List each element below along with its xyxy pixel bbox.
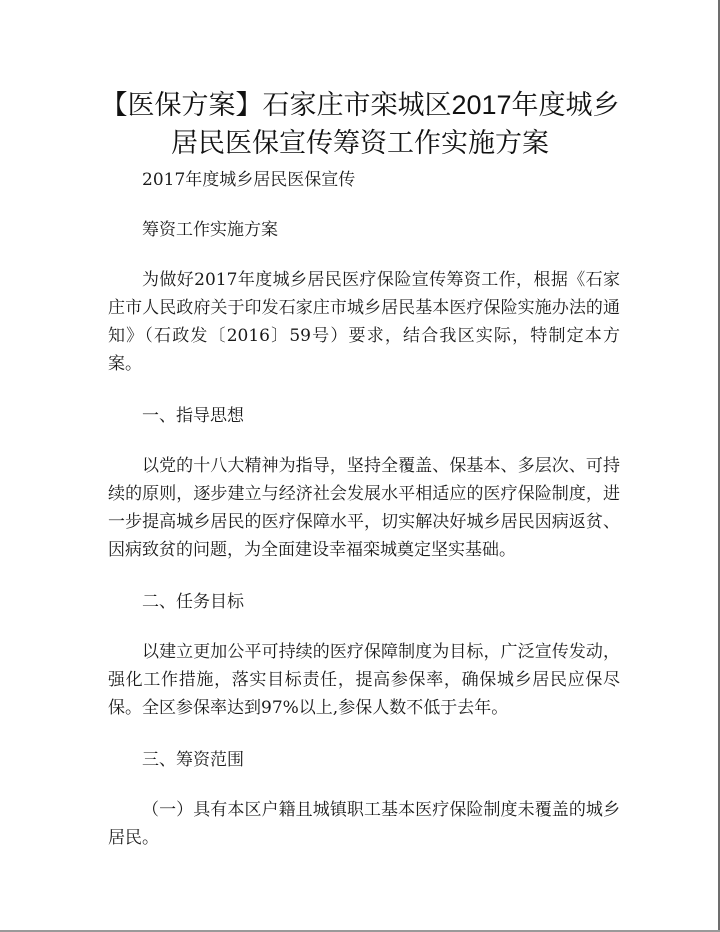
document-body	[108, 166, 620, 874]
section-heading-funding-scope: 三、筹资范围	[142, 750, 244, 770]
task-goals-paragraph: 以建立更加公平可持续的医疗保障制度为目标，广泛宣传发动，强化工作措施，落实目标责任，提高参保率，确保城乡居民应保尽保。全区参保率达到97%以上,参保人数不低于去年。	[108, 642, 620, 718]
subtitle-line-1: 2017年度城乡居民医保宣传	[142, 170, 356, 190]
subtitle-line-2: 筹资工作实施方案	[142, 220, 278, 240]
funding-scope-item-1: （一）具有本区户籍且城镇职工基本医疗保险制度未覆盖的城乡居民。	[108, 800, 620, 848]
guiding-ideology-paragraph: 以党的十八大精神为指导，坚持全覆盖、保基本、多层次、可持续的原则，逐步建立与经济社会发展水平相适应的医疗保险制度，进一步提高城乡居民的医疗保障水平，切实解决好城乡居民因病返贫、因病致贫的问题，为全面建设幸福栾城奠定坚实基础。	[108, 456, 620, 560]
section-heading-task-goals: 二、任务目标	[142, 592, 244, 612]
title-line-2: 居民医保宣传筹资工作实施方案	[171, 128, 549, 158]
document-title	[60, 86, 660, 162]
section-heading-guiding-ideology: 一、指导思想	[142, 406, 244, 426]
intro-paragraph: 为做好2017年度城乡居民医疗保险宣传筹资工作，根据《石家庄市人民政府关于印发石家庄市城乡居民基本医疗保险实施办法的通知》（石政发〔2016〕59号）要求，结合我区实际，特制定本方案。	[108, 270, 620, 374]
title-line-1: 【医保方案】石家庄市栾城区2017年度城乡	[100, 90, 620, 120]
